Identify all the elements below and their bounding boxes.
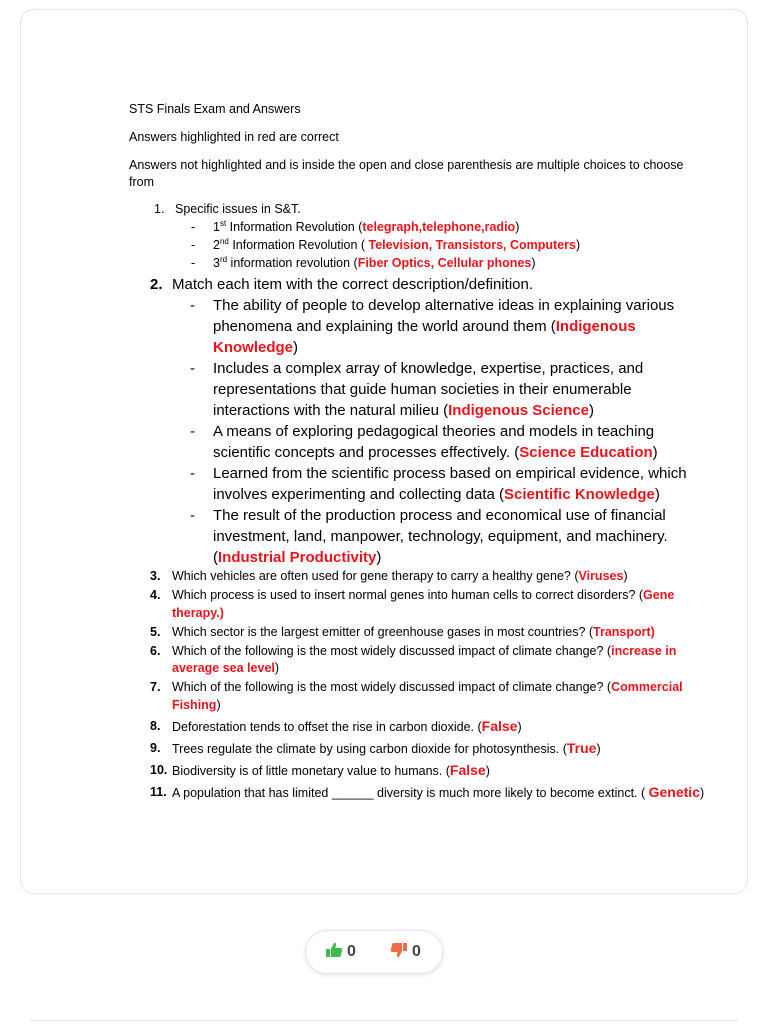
list-item: - A means of exploring pedagogical theories and models in teaching scientific concepts and processes effectively. (Science Education) xyxy=(190,423,658,461)
answer: False xyxy=(481,718,518,734)
list-item: - Includes a complex array of knowledge, expertise, practices, and representations that guide human societies in their enumerable interactions with the natural milieu (Indigenous Science) xyxy=(190,360,644,419)
thumbs-up-icon xyxy=(325,942,343,963)
answer: Genetic xyxy=(648,784,700,800)
thumbs-down-icon xyxy=(390,942,408,963)
vote-widget xyxy=(305,930,443,974)
answer: telegraph,telephone,radio xyxy=(362,220,516,234)
answer: Viruses xyxy=(578,569,624,583)
answer: Television, Transistors, Computers xyxy=(368,238,576,252)
answer: Commercial Fishing xyxy=(172,680,683,712)
answer: Fiber Optics, Cellular phones xyxy=(357,256,532,270)
list-item: - Learned from the scientific process based on empirical evidence, which involves experimenting and collecting data (Scientific Knowledge) xyxy=(190,465,687,503)
question-item: 11. A population that has limited ______ diversity is much more likely to become extinct. ( Genetic) xyxy=(150,784,705,800)
list-item: - 2nd Information Revolution ( Television, Transistors, Computers) xyxy=(191,236,581,252)
question-item: 6. Which of the following is the most widely discussed impact of climate change? (increase in average sea level) xyxy=(150,643,677,675)
doc-note-choices: Answers not highlighted and is inside the open and close parenthesis are multiple choices to choose from xyxy=(129,158,684,189)
thumbs-up-count: 0 xyxy=(347,943,356,960)
thumbs-down-button[interactable] xyxy=(390,942,421,962)
doc-note-red: Answers highlighted in red are correct xyxy=(129,130,339,144)
answer: False xyxy=(449,762,486,778)
question-2 xyxy=(129,274,709,295)
question-item: 4. Which process is used to insert normal genes into human cells to correct disorders? (Gene therapy.) xyxy=(150,588,675,620)
question-number: 1. xyxy=(154,202,165,216)
list-item: - The result of the production process and economical use of financial investment, land, manpower, technology, equipment, and machinery. (Industrial Productivity) xyxy=(190,507,668,566)
answer: Science Education xyxy=(519,444,653,461)
question-number: 2. xyxy=(150,276,163,293)
list-item: - The ability of people to develop alternative ideas in explaining various phenomena and explaining the world around them (Indigenous Knowledge) xyxy=(190,297,675,356)
answer: Transport) xyxy=(593,624,655,639)
answer: True xyxy=(566,740,597,756)
answer: Industrial Productivity xyxy=(218,549,377,566)
list-item: - 3rd information revolution (Fiber Optics, Cellular phones) xyxy=(191,254,536,270)
question-item: 7. Which of the following is the most widely discussed impact of climate change? (Commercial Fishing) xyxy=(150,680,683,712)
list-item: - 1st Information Revolution (telegraph,telephone,radio) xyxy=(191,218,520,234)
question-list xyxy=(129,568,709,802)
question-1 xyxy=(129,200,709,218)
document-card xyxy=(20,9,748,894)
answer: Gene therapy.) xyxy=(172,588,675,620)
question-text: Specific issues in S&T. xyxy=(175,202,301,216)
question-text: Match each item with the correct description/definition. xyxy=(172,276,534,293)
question-2-items xyxy=(129,295,709,568)
answer: Indigenous Knowledge xyxy=(213,318,636,356)
thumbs-down-count: 0 xyxy=(412,943,421,960)
divider xyxy=(30,1020,738,1021)
answer: Indigenous Science xyxy=(448,402,589,419)
question-1-items xyxy=(129,218,709,272)
answer: Scientific Knowledge xyxy=(504,486,655,503)
question-item: 8. Deforestation tends to offset the rise in carbon dioxide. (False) xyxy=(150,718,522,734)
answer: increase in average sea level xyxy=(172,643,677,675)
question-item: 5. Which sector is the largest emitter of greenhouse gases in most countries? (Transport) xyxy=(150,624,655,639)
question-item: 3. Which vehicles are often used for gene therapy to carry a healthy gene? (Viruses) xyxy=(150,569,628,583)
question-item: 9. Trees regulate the climate by using carbon dioxide for photosynthesis. (True) xyxy=(150,740,601,756)
question-item: 10. Biodiversity is of little monetary value to humans. (False) xyxy=(150,762,490,778)
thumbs-up-button[interactable] xyxy=(325,942,356,962)
document-body xyxy=(129,98,709,804)
doc-title: STS Finals Exam and Answers xyxy=(129,102,301,116)
